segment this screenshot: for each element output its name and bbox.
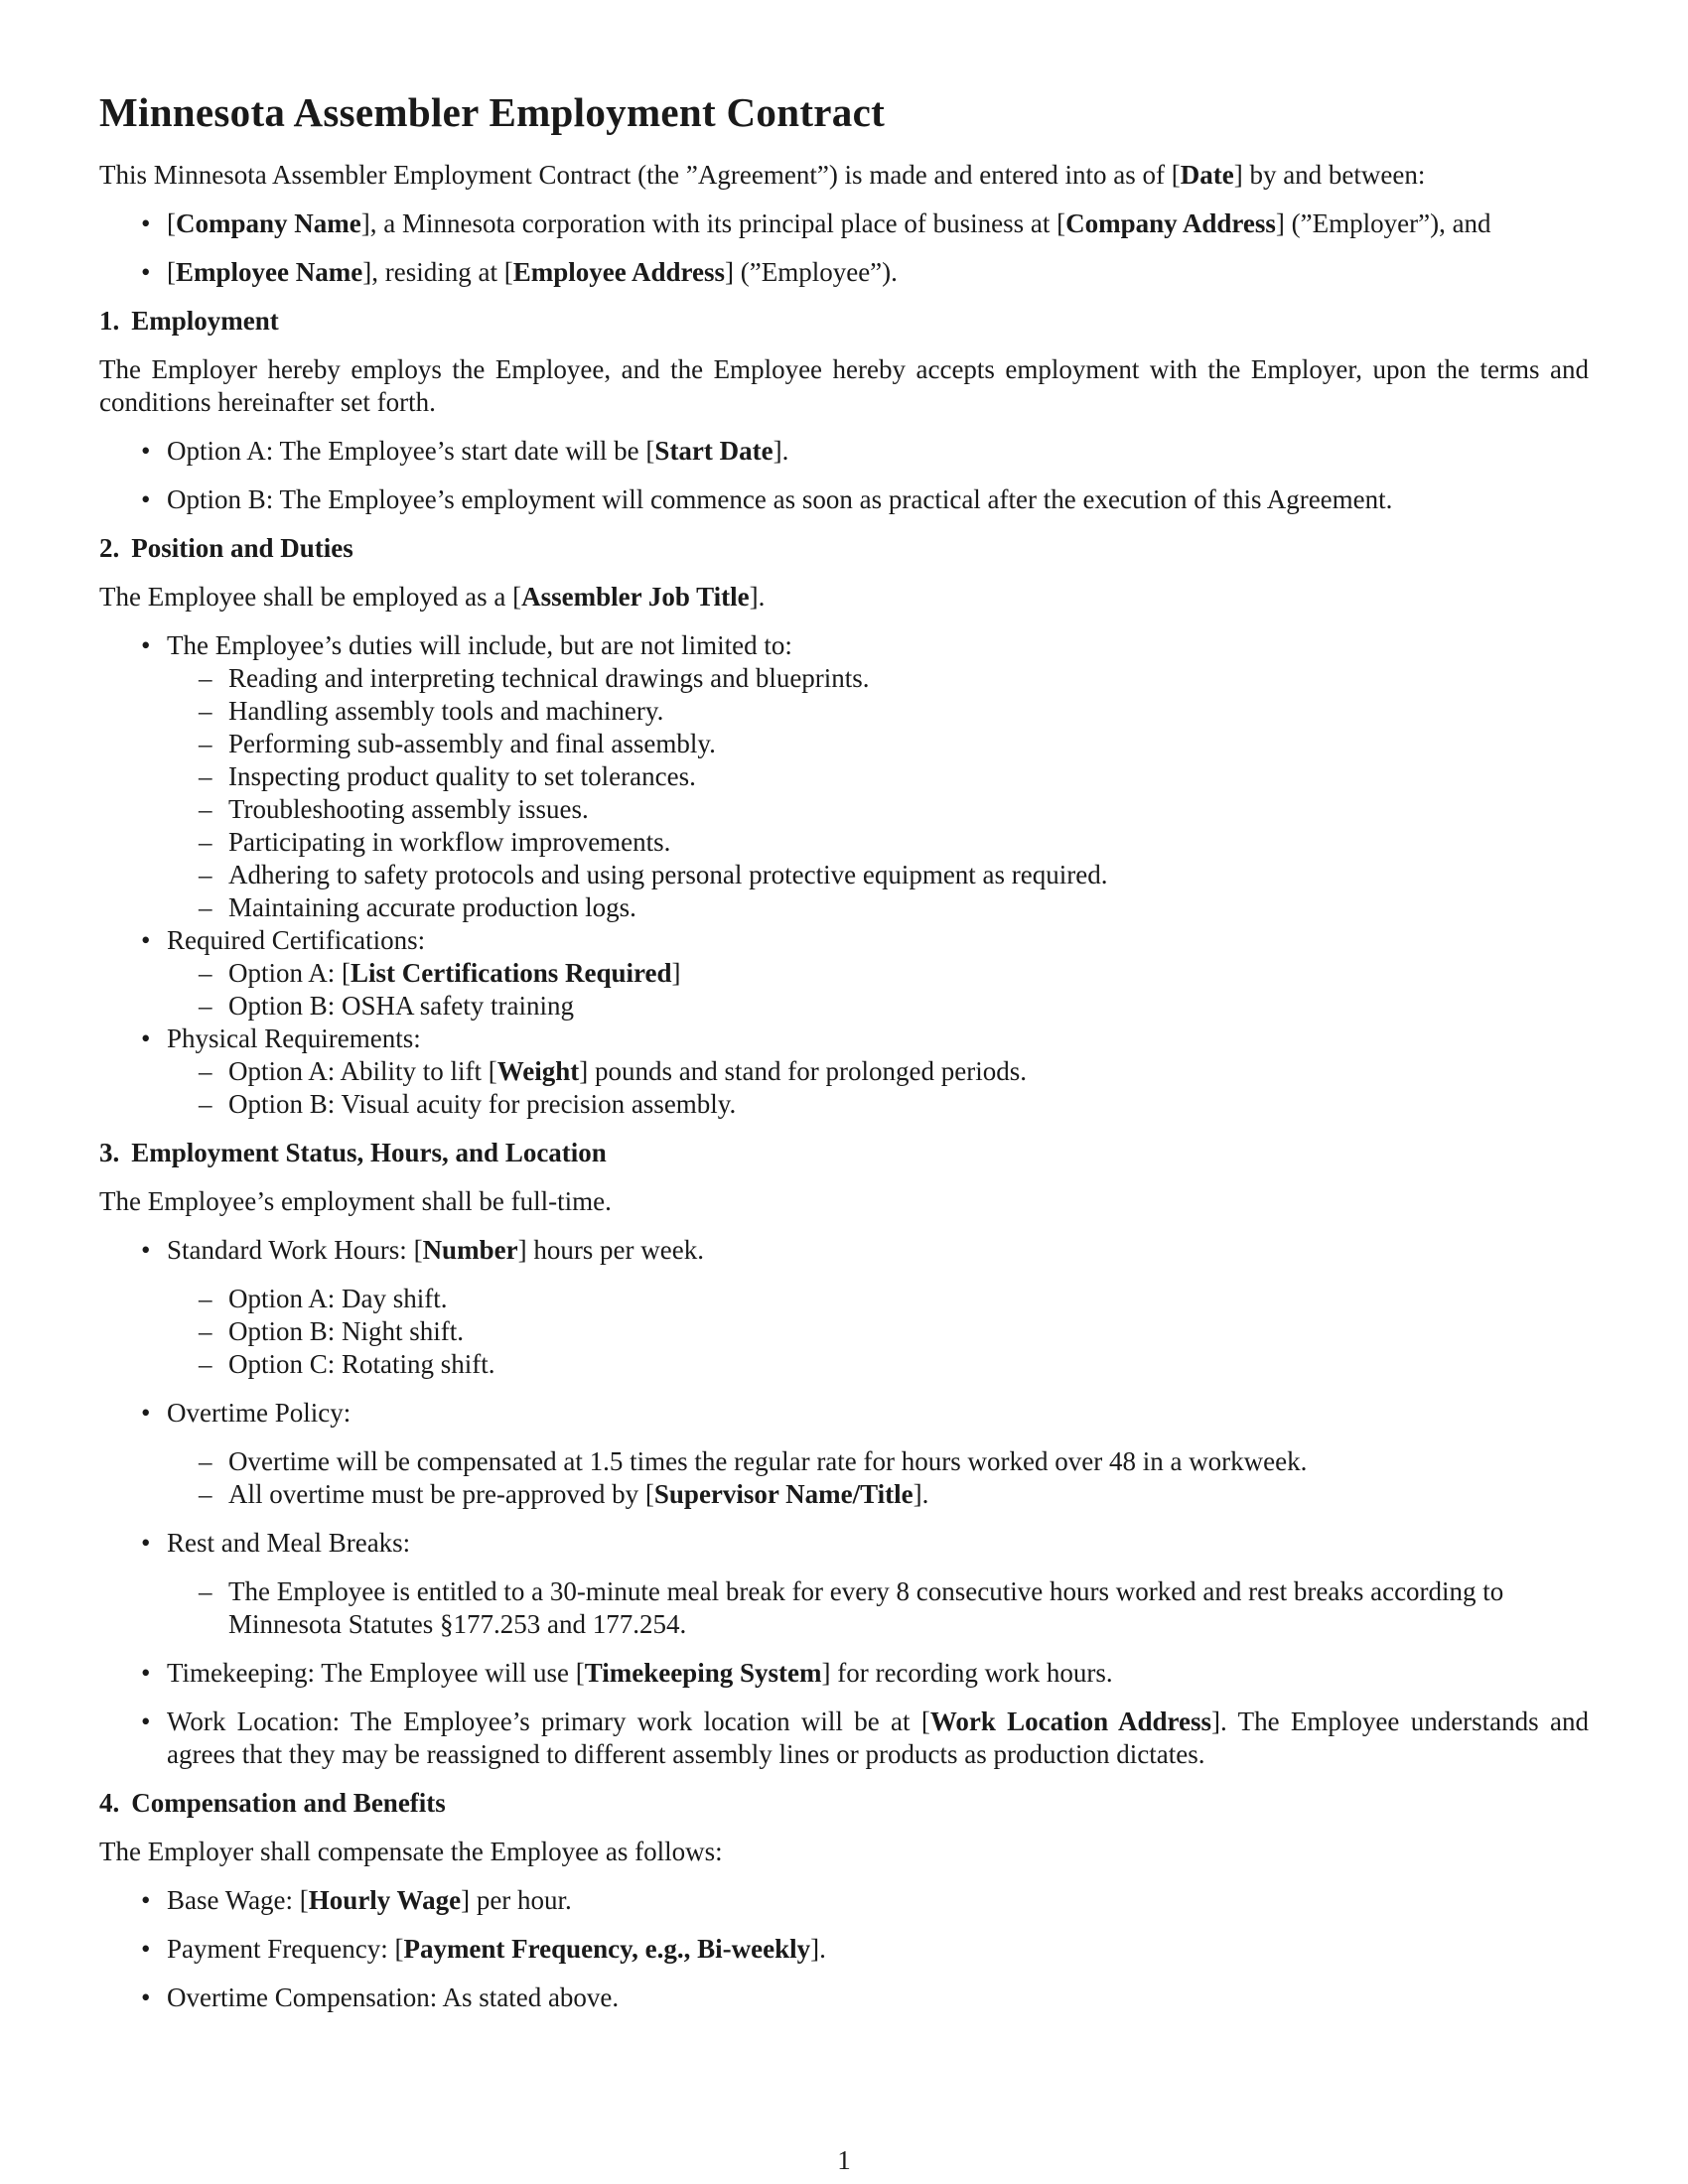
list-item: – Maintaining accurate production logs.	[228, 891, 1589, 924]
list-item: – Option A: Day shift.	[228, 1283, 1589, 1315]
duties-item	[167, 629, 1589, 924]
section-number: 1.	[99, 306, 120, 336]
party-employer-text: , a Minnesota corporation with its principal place of business at	[369, 208, 1057, 238]
list-item: – Option A: Ability to lift [Weight] pounds and stand for prolonged periods.	[228, 1055, 1589, 1088]
work-hours-item: • Standard Work Hours: [Number] hours per week. – Option A: Day shift. – Option B: Night shift. – Option C: Rotating shift.	[167, 1234, 1589, 1381]
wage-text-end: per hour.	[470, 1885, 572, 1915]
company-name-placeholder: Company Name	[176, 208, 361, 238]
list-item: – Option B: OSHA safety training	[228, 990, 1589, 1023]
work-location-text-end: . The Employee understands and agrees that they may be reassigned to different assembly lines or products as production dictates.	[167, 1706, 1589, 1769]
list-item: – Reading and interpreting technical drawings and blueprints.	[228, 662, 1589, 695]
base-wage-item: • Base Wage: [Hourly Wage] per hour.	[167, 1884, 1589, 1917]
list-item: – Overtime will be compensated at 1.5 times the regular rate for hours worked over 48 in a workweek.	[228, 1445, 1589, 1478]
party-employee: • [Employee Name], residing at [Employee Address] (”Employee”).	[167, 256, 1589, 289]
list-item: – The Employee is entitled to a 30-minute meal break for every 8 consecutive hours worked and rest breaks according to Minnesota Statutes §177.253 and 177.254.	[228, 1575, 1589, 1641]
section-2-list	[99, 629, 1589, 1121]
duties-intro: The Employee’s duties will include, but are not limited to:	[167, 630, 792, 660]
document-title: Minnesota Assembler Employment Contract	[99, 89, 886, 135]
list-item: – Performing sub-assembly and final assembly.	[228, 728, 1589, 760]
breaks-label: Rest and Meal Breaks:	[167, 1528, 411, 1558]
section-3-heading	[99, 1137, 1589, 1169]
parties-list	[99, 207, 1589, 289]
physical-requirements-options	[167, 1055, 1589, 1121]
date-placeholder: Date	[1180, 160, 1234, 190]
option-text: Option A:	[228, 958, 343, 988]
certifications-options	[167, 957, 1589, 1023]
list-item: – Option A: [List Certifications Required]	[228, 957, 1589, 990]
list-item: – Option C: Rotating shift.	[228, 1348, 1589, 1381]
section-4-list	[99, 1884, 1589, 2014]
party-employee-text: , residing at	[371, 257, 504, 287]
list-item: – All overtime must be pre-approved by [Supervisor Name/Title].	[228, 1478, 1589, 1511]
list-item: – Troubleshooting assembly issues.	[228, 793, 1589, 826]
physical-requirements-label: Physical Requirements:	[167, 1024, 421, 1053]
body-text-end: .	[758, 582, 766, 612]
work-location-placeholder: Work Location Address	[929, 1706, 1212, 1736]
employee-address-placeholder: Employee Address	[512, 257, 725, 287]
supervisor-placeholder: Supervisor Name/Title	[653, 1479, 914, 1509]
timekeeping-placeholder: Timekeeping System	[584, 1658, 822, 1688]
document-page	[99, 87, 1589, 2030]
page-number: 1	[837, 2145, 851, 2175]
intro-text-end: by and between:	[1242, 160, 1426, 190]
section-2-body: The Employee shall be employed as a [Assembler Job Title].	[99, 582, 766, 612]
start-date-option-b: • Option B: The Employee’s employment will commence as soon as practical after the execution of this Agreement.	[167, 483, 1589, 516]
start-date-option-a: • Option A: The Employee’s start date will be [Start Date].	[167, 435, 1589, 468]
hourly-wage-placeholder: Hourly Wage	[308, 1885, 462, 1915]
overtime-label: Overtime Policy:	[167, 1398, 352, 1428]
option-text: Option A: Ability to lift	[228, 1056, 489, 1086]
breaks-list	[167, 1575, 1589, 1641]
section-1-options	[99, 435, 1589, 516]
section-4-body: The Employer shall compensate the Employee as follows:	[99, 1837, 723, 1866]
intro-paragraph: This Minnesota Assembler Employment Contract (the ”Agreement”) is made and entered into as of [Date] by and between:	[99, 160, 1426, 190]
frequency-text: Payment Frequency:	[167, 1934, 395, 1964]
overtime-text-end: .	[921, 1479, 929, 1509]
certifications-label: Required Certifications:	[167, 925, 426, 955]
overtime-item	[167, 1397, 1589, 1511]
section-title: Position and Duties	[131, 533, 353, 563]
frequency-text-end: .	[819, 1934, 826, 1964]
section-title: Compensation and Benefits	[131, 1788, 446, 1818]
company-address-placeholder: Company Address	[1065, 208, 1276, 238]
list-item: – Option B: Visual acuity for precision assembly.	[228, 1088, 1589, 1121]
payment-frequency-item: • Payment Frequency: [Payment Frequency, e.g., Bi-weekly].	[167, 1933, 1589, 1966]
party-employer: • [Company Name], a Minnesota corporation with its principal place of business at [Company Address] (”Employer”), and	[167, 207, 1589, 240]
section-1-body: The Employer hereby employs the Employee, and the Employee hereby accepts employment with the Employer, upon the terms and conditions hereinafter set forth.	[99, 354, 1589, 417]
hours-placeholder: Number	[422, 1235, 518, 1265]
physical-requirements-item	[167, 1023, 1589, 1121]
section-4-heading	[99, 1787, 1589, 1820]
section-number: 4.	[99, 1788, 120, 1818]
certifications-placeholder: List Certifications Required	[351, 958, 672, 988]
work-hours-text: Standard Work Hours:	[167, 1235, 414, 1265]
employee-name-placeholder: Employee Name	[176, 257, 363, 287]
weight-placeholder: Weight	[496, 1056, 580, 1086]
list-item: – Inspecting product quality to set tolerances.	[228, 760, 1589, 793]
overtime-text: All overtime must be pre-approved by	[228, 1479, 645, 1509]
section-2-heading	[99, 532, 1589, 565]
work-location-item: • Work Location: The Employee’s primary work location will be at [Work Location Address]. The Employee understands and agrees that they may be reassigned to different assembly lines or products as production dictates.	[167, 1706, 1589, 1771]
timekeeping-text-end: for recording work hours.	[830, 1658, 1113, 1688]
section-title: Employment	[131, 306, 279, 336]
duties-list	[167, 662, 1589, 924]
payment-frequency-placeholder: Payment Frequency, e.g., Bi-weekly	[403, 1934, 811, 1964]
section-title: Employment Status, Hours, and Location	[131, 1138, 607, 1167]
job-title-placeholder: Assembler Job Title	[521, 582, 750, 612]
option-text-end: pounds and stand for prolonged periods.	[588, 1056, 1027, 1086]
list-item: – Participating in workflow improvements.	[228, 826, 1589, 859]
list-item: – Option B: Night shift.	[228, 1315, 1589, 1348]
start-date-placeholder: Start Date	[654, 436, 774, 466]
work-hours-text-end: hours per week.	[526, 1235, 705, 1265]
option-text-end: .	[781, 436, 789, 466]
intro-text: This Minnesota Assembler Employment Contract (the ”Agreement”) is made and entered into as of	[99, 160, 1172, 190]
body-text: The Employee shall be employed as a	[99, 582, 513, 612]
timekeeping-text: Timekeeping: The Employee will use	[167, 1658, 576, 1688]
shift-options	[167, 1283, 1589, 1381]
wage-text: Base Wage:	[167, 1885, 300, 1915]
section-3-body: The Employee’s employment shall be full-time.	[99, 1186, 612, 1216]
section-number: 2.	[99, 533, 120, 563]
list-item: – Handling assembly tools and machinery.	[228, 695, 1589, 728]
work-location-text: Work Location: The Employee’s primary work location will be at	[167, 1706, 921, 1736]
section-number: 3.	[99, 1138, 120, 1167]
breaks-item	[167, 1527, 1589, 1641]
party-employee-end: (”Employee”).	[733, 257, 898, 287]
option-text: Option A: The Employee’s start date will be	[167, 436, 646, 466]
party-employer-end: (”Employer”), and	[1284, 208, 1491, 238]
timekeeping-item: • Timekeeping: The Employee will use [Timekeeping System] for recording work hours.	[167, 1657, 1589, 1690]
certifications-item	[167, 924, 1589, 1023]
section-1-heading	[99, 305, 1589, 338]
overtime-list	[167, 1445, 1589, 1511]
overtime-compensation-item: • Overtime Compensation: As stated above.	[167, 1981, 1589, 2014]
section-3-list	[99, 1234, 1589, 1771]
list-item: – Adhering to safety protocols and using personal protective equipment as required.	[228, 859, 1589, 891]
